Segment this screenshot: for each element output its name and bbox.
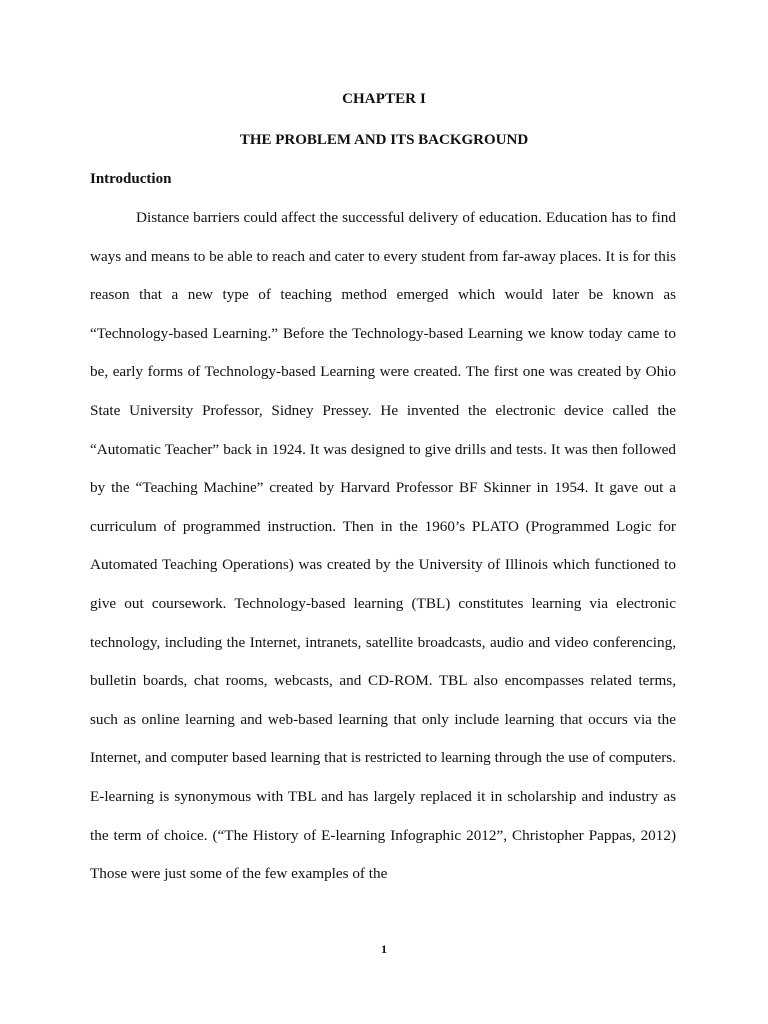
section-heading: Introduction <box>90 171 172 187</box>
chapter-label: CHAPTER I <box>342 91 426 107</box>
body-paragraph: Distance barriers could affect the successful delivery of education. Education has to find ways and means to be able to reach and cater to every student from far-away places. It is for this reason that a new type of teaching method emerged which would later be known as “Technology-based Learning.” Before the Technology-based Learning we know today came to be, early forms of Technology-based Learning were created. The first one was created by Ohio State University Professor, Sidney Pressey. He invented the electronic device called the “Automatic Teacher” back in 1924. It was designed to give drills and tests. It was then followed by the “Teaching Machine” created by Harvard Professor BF Skinner in 1954. It gave out a curriculum of programmed instruction. Then in the 1960’s PLATO (Programmed Logic for Automated Teaching Operations) was created by the University of Illinois which functioned to give out coursework. Technology-based learning (TBL) constitutes learning via electronic technology, including the Internet, intranets, satellite broadcasts, audio and video conferencing, bulletin boards, chat rooms, webcasts, and CD-ROM. TBL also encompasses related terms, such as online learning and web-based learning that only include learning that occurs via the Internet, and computer based learning that is restricted to learning through the use of computers. E-learning is synonymous with TBL and has largely replaced it in scholarship and industry as the term of choice. (“The History of E-learning Infographic 2012”, Christopher Pappas, 2012) Those were just some of the few examples of the <box>90 209 676 883</box>
chapter-title: THE PROBLEM AND ITS BACKGROUND <box>239 132 529 148</box>
page-number: 1 <box>381 942 387 956</box>
